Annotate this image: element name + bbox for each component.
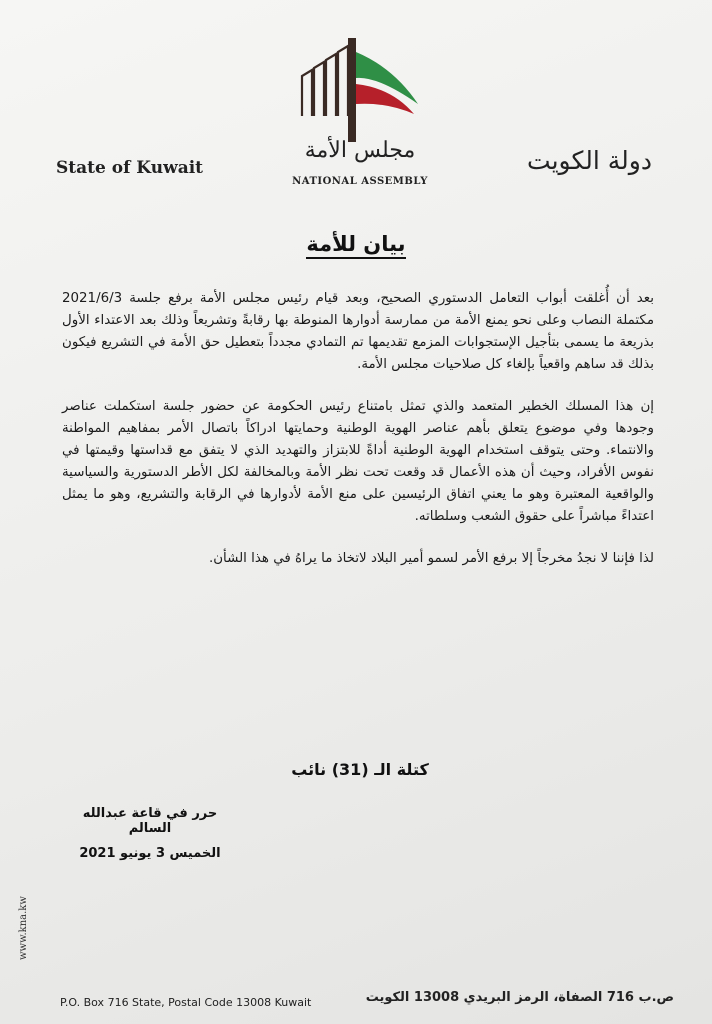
logo-columns <box>302 46 348 116</box>
document-title <box>206 232 506 256</box>
state-name-arabic: دولة الكويت <box>527 146 652 175</box>
paragraph-1: بعد أن أُغلقت أبواب التعامل الدستوري الصحيح، وبعد قيام رئيس مجلس الأمة برفع جلسة 2021/6/3 مكتملة النصاب وعلى نحو يمنع الأمة من ممارسة أدوارها المنوطة بها رقابةً وتشريعاً وذلك بعد الاعتداء الأول بذريعة ما يسمى بتأجيل الإستجوابات المزمع تقديمها تم التمادي مجدداً بتعطيل حق الأمة في التشريع فيكون بذلك قد ساهم واقعياً بإلغاء كل صلاحيات مجلس الأمة. <box>62 291 654 372</box>
logo-arabic-name: مجلس الأمة <box>304 138 416 163</box>
website-url: www.kna.kw <box>18 896 29 960</box>
state-name-english: State of Kuwait <box>56 158 204 178</box>
issued-date: الخميس 3 يونيو 2021 <box>79 846 221 861</box>
document-body <box>62 288 654 590</box>
footer-address-english: P.O. Box 716 State, Postal Code 13008 Kuwait <box>60 996 312 1009</box>
signature-bloc: كتلة الـ (31) نائب <box>291 760 429 779</box>
document-title-text: بيان للأمة <box>306 232 405 259</box>
paragraph-3: لذا فإننا لا نجدُ مخرجاً إلا برفع الأمر لسمو أمير البلاد لاتخاذ ما يراهُ في هذا الشأن. <box>208 551 654 566</box>
footer-address-arabic: ص.ب 716 الصفاة، الرمز البريدي 13008 الكويت <box>365 990 674 1005</box>
logo-dark-pillar <box>348 38 356 142</box>
national-assembly-logo <box>296 34 424 144</box>
issued-place: حرر في قاعة عبدالله السالم <box>82 806 218 836</box>
paragraph-2: إن هذا المسلك الخطير المتعمد والذي تمثل بامتناع رئيس الحكومة عن حضور جلسة استكملت عناصر وجودها وفي موضوع يتعلق بأهم عناصر الهوية الوطنية وحمايتها ادراكاً باتصال الأمر بمفاهيم المواطنة والانتماء. وحتى يتوقف استخدام الهوية الوطنية أداةً للابتزاز والتهديد الذي لا يتفق مع قداستها وقيمتها في نفوس الأفراد، وحيث أن هذه الأعمال قد وقعت تحت نظر الأمة وبالمخالفة لكل الأطر الدستورية والسياسية والواقعية المعتبرة وهو ما يعني اتفاق الرئيسين على منع الأمة لأدوارها في الرقابة والتشريع، وهو ما يمثل اعتداءً مباشراً على حقوق الشعب وسلطاته. <box>62 399 654 524</box>
logo-english-name: NATIONAL ASSEMBLY <box>292 176 428 187</box>
